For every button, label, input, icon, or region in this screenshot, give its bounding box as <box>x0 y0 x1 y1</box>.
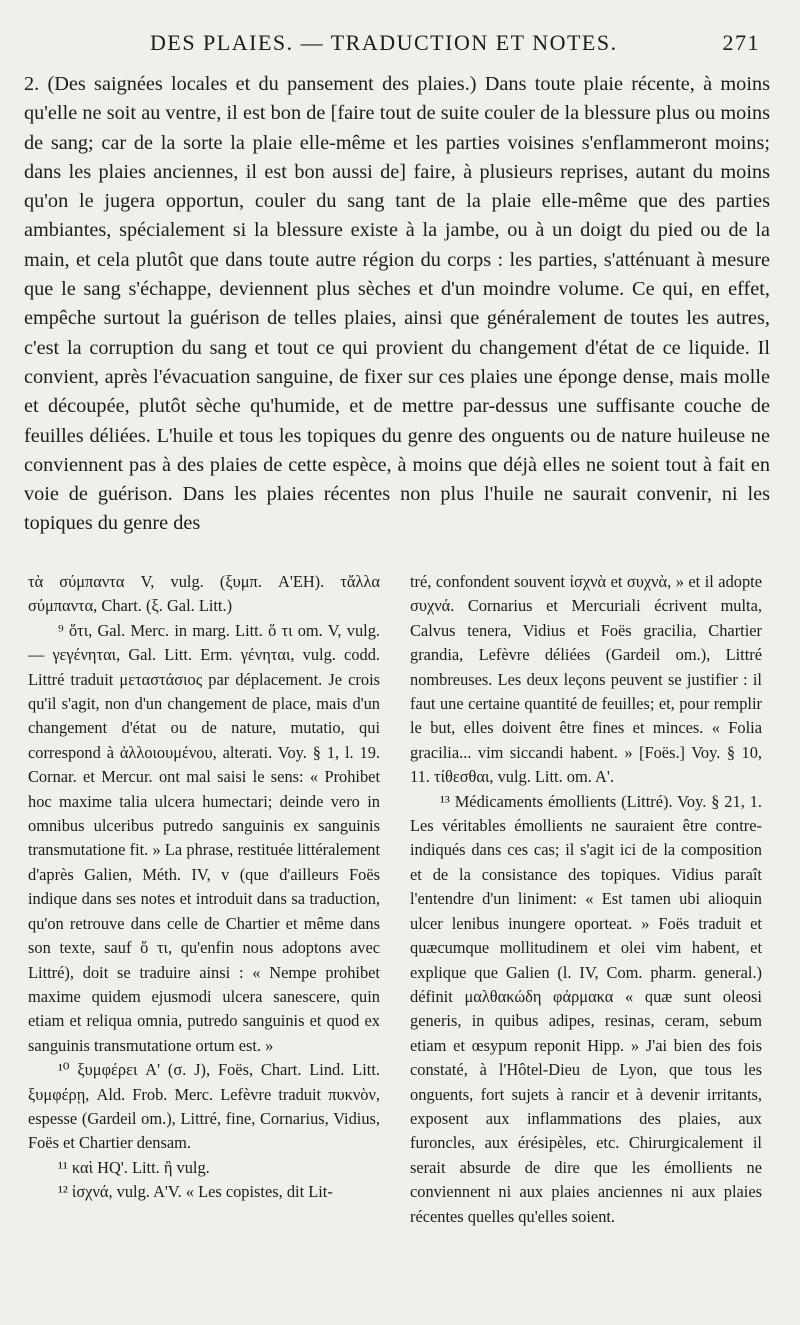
footnote-10: ¹⁰ ξυμφέρει A' (σ. J), Foës, Chart. Lind. Litt. ξυμφέρῃ, Ald. Frob. Merc. Lefèvre traduit πυκνὸν, espesse (Gardeil om.), Littré, fine, Cornarius, Vidius, Foës et Chartier densam. <box>28 1060 380 1153</box>
running-header <box>40 30 760 62</box>
footnote-12-continuation: tré, confondent souvent ἰσχνὰ et συχνὰ, » et il adopte συχνά. Cornarius et Mercuriali écrivent multa, Calvus tenera, Vidius et Foës gracilia, Chartier grandia, Lefèvre déliées (Gardeil om.), Littré nombreuses. Les deux leçons peuvent se justifier : il faut une certaine quantité de feuilles; et, pour remplir le but, elles doivent être fines et minces. « Folia gracilia... vim siccandi habent. » [Foës.] Voy. § 10, 11. τίθεσθαι, vulg. Litt. om. A'. <box>410 572 762 787</box>
running-title: DES PLAIES. — TRADUCTION ET NOTES. <box>150 30 618 55</box>
main-text-paragraph: 2. (Des saignées locales et du pansement des plaies.) Dans toute plaie récente, à moins qu'elle ne soit au ventre, il est bon de [faire tout de suite couler de la blessure plus ou moins de sang; car de la sorte la plaie elle-même et les parties voisines s'enflammeront moins; dans les plaies anciennes, il est bon aussi de] faire, à plusieurs reprises, autant du moins qu'on le jugera opportun, couler du sang tant de la plaie elle-même que des parties ambiantes, spécialement si la blessure existe à la jambe, ou à un doigt du pied ou de la main, et cela plutôt que dans toute autre région du corps : les parties, s'atténuant à mesure que le sang s'échappe, deviennent plus sèches et d'un moindre volume. Ce qui, en effet, empêche surtout la guérison de telles plaies, ainsi que généralement de toutes les autres, c'est la corruption du sang et tout ce qui provient du changement d'état de ce liquide. Il convient, après l'évacuation sanguine, de fixer sur ces plaies une éponge dense, mais molle et découpée, plutôt sèche qu'humide, et de mettre par-dessus une suffisante couche de feuilles déliées. L'huile et tous les topiques du genre des onguents ou de nature huileuse ne conviennent pas à des plaies de cette espèce, à moins que déjà elles ne soient tout à fait en voie de guérison. Dans les plaies récentes non plus l'huile ne saurait convenir, ni les topiques du genre des <box>24 73 770 535</box>
footnotes <box>24 570 770 1290</box>
page-number: 271 <box>722 30 760 55</box>
footnotes-right-column <box>410 570 762 1229</box>
footnote-continuation: τὰ σύμπαντα V, vulg. (ξυμπ. A'EH). τἄλλα σύμπαντα, Chart. (ξ. Gal. Litt.) <box>28 572 380 616</box>
footnote-11: ¹¹ καὶ HQ'. Litt. ἢ vulg. <box>58 1157 210 1177</box>
footnote-13: ¹³ Médicaments émollients (Littré). Voy. § 21, 1. Les véritables émollients ne sauraient être contre-indiqués dans ces cas; il s'agit ici de la composition et de la consistance des topiques. Vidius paraît l'entendre d'un liniment: « Est tamen ubi alioquin ulcer lenibus inungere oporteat. » Foës traduit et quæcumque mollitudinem et olei vim habent, et explique que Galien (l. IV, Com. pharm. general.) définit μαλθακώδη φάρμακα « quæ sunt oleosi generis, in quibus adipes, resinas, ceram, sebum etiam et œsypum reponit Hipp. » J'ai bien des fois constaté, à l'Hôtel-Dieu de Lyon, que tous les onguents, fort sujets à rancir et à devenir irritants, exposent aux inflammations des plaies, aux furoncles, aux érésipèles, etc. Chirurgicalement il serait absurde de dire que les émollients ne conviennent ni aux plaies anciennes ni aux plaies récentes quelles qu'elles soient. <box>410 791 762 1226</box>
footnotes-left-column <box>28 570 380 1205</box>
footnote-12: ¹² ἰσχνά, vulg. A'V. « Les copistes, dit Lit- <box>58 1182 333 1202</box>
footnote-9: ⁹ ὅτι, Gal. Merc. in marg. Litt. ὅ τι om. V, vulg. — γεγένηται, Gal. Litt. Erm. γένηται, vulg. codd. Littré traduit μεταστάσιος par déplacement. Je crois qu'il s'agit, non d'un changement de place, mais d'un changement d'état ou de nature, mutatio, qui correspond à ἀλλοιουμένου, alterati. Voy. § 1, l. 19. Cornar. et Mercur. ont mal saisi le sens: « Prohibet hoc maxime talia ulcera humectari; deinde vero in omnibus ulceribus putredo sanguinis ex sanguinis transmutatione fit. » La phrase, restituée littéralement d'après Galien, Méth. IV, v (que d'ailleurs Foës indique dans ses notes et introduit dans sa traduction, qu'on retrouve dans celle de Chartier et même dans son texte, sauf ὅ τι, qu'enfin nous adoptons avec Littré), doit se traduire ainsi : « Nempe prohibet maxime quidem ejusmodi ulcera sanescere, quin etiam et reliqua omnia, putredo sanguinis et quod ex sanguinis transmutatione ortum est. » <box>28 620 380 1055</box>
